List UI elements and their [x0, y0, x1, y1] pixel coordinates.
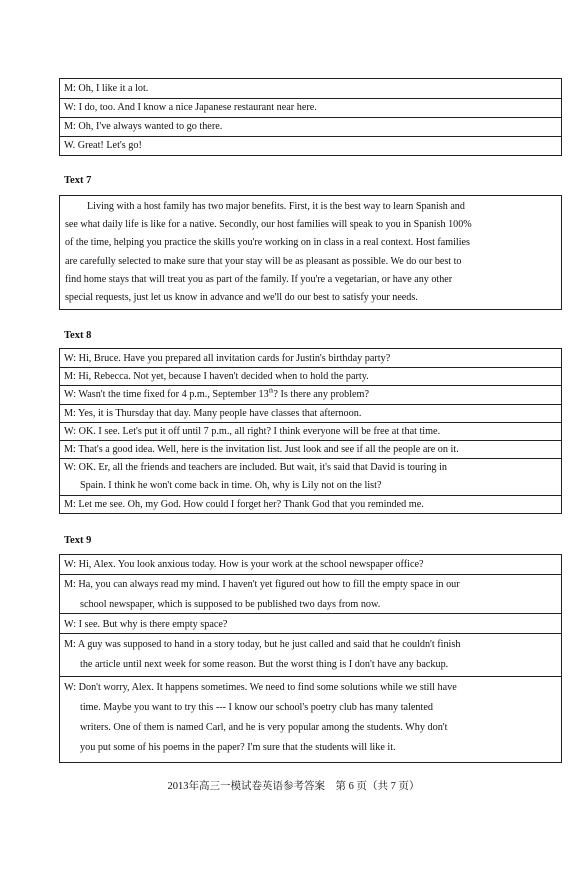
dialog-line-part: ? Is there any problem?	[273, 389, 369, 400]
dialog-line: the article until next week for some reason. But the worst thing is I don't have any backup.	[80, 659, 449, 670]
section-heading-text7: Text 7	[64, 175, 92, 186]
superscript-th: th	[268, 388, 274, 395]
dialog-line: M: Yes, it is Thursday that day. Many people have classes that afternoon.	[64, 408, 362, 419]
paragraph-line: are carefully selected to make sure that your stay will be as pleasant as possible. We do our best to	[65, 256, 462, 267]
dialog-line: M: Oh, I like it a lot.	[64, 83, 149, 94]
text8-box	[59, 348, 562, 514]
paragraph-line: of the time, helping you practice the skills you're working on in class in a real context. Host families	[65, 237, 470, 248]
divider	[60, 574, 561, 575]
text7-box	[59, 195, 562, 310]
dialog-line: W: Hi, Alex. You look anxious today. How is your work at the school newspaper office?	[64, 559, 424, 570]
dialog-line: W: I see. But why is there empty space?	[64, 619, 228, 630]
divider	[60, 676, 561, 677]
dialog-line: M: Let me see. Oh, my God. How could I forget her? Thank God that you reminded me.	[64, 499, 424, 510]
paragraph-line: special requests, just let us know in advance and we'll do our best to satisfy your needs.	[65, 292, 418, 303]
dialog-line: M: A guy was supposed to hand in a story today, but he just called and said that he couldn't finish	[64, 639, 461, 650]
dialog-box-top	[59, 78, 562, 156]
dialog-line: time. Maybe you want to try this --- I know our school's poetry club has many talented	[80, 702, 433, 713]
dialog-line: W: OK. Er, all the friends and teachers are included. But wait, it's said that David is touring in	[64, 462, 447, 473]
divider	[60, 633, 561, 634]
dialog-line: you put some of his poems in the paper? I'm sure that the students will like it.	[80, 742, 396, 753]
dialog-line: W: Hi, Bruce. Have you prepared all invitation cards for Justin's birthday party?	[64, 353, 391, 364]
paragraph-line: see what daily life is like for a native. Secondly, our host families will speak to you in Spanish 100%	[65, 219, 472, 230]
dialog-line: writers. One of them is named Carl, and he is very popular among the students. Why don't	[80, 722, 448, 733]
divider	[60, 613, 561, 614]
dialog-line: M: Oh, I've always wanted to go there.	[64, 121, 223, 132]
dialog-line: W: I do, too. And I know a nice Japanese restaurant near here.	[64, 102, 317, 113]
dialog-line: W: OK. I see. Let's put it off until 7 p.m., all right? I think everyone will be free at that time.	[64, 426, 441, 437]
dialog-line: school newspaper, which is supposed to be published two days from now.	[80, 599, 381, 610]
section-heading-text8: Text 8	[64, 330, 92, 341]
dialog-line-part: W: Wasn't the time fixed for 4 p.m., September 13	[64, 389, 269, 400]
dialog-line: W: Don't worry, Alex. It happens sometimes. We need to find some solutions while we still have	[64, 682, 457, 693]
dialog-line	[64, 386, 557, 403]
paragraph-line: find home stays that will treat you as part of the family. If you're a vegetarian, or have any other	[65, 274, 453, 285]
dialog-line: M: Hi, Rebecca. Not yet, because I haven't decided when to hold the party.	[64, 371, 369, 382]
dialog-line: M: Ha, you can always read my mind. I haven't yet figured out how to fill the empty space in our	[64, 579, 460, 590]
text9-box	[59, 554, 562, 763]
section-heading-text9: Text 9	[64, 535, 92, 546]
paragraph-line: Living with a host family has two major benefits. First, it is the best way to learn Spanish and	[87, 201, 465, 212]
text7-paragraph	[65, 197, 556, 309]
page-footer: 2013年高三一模试卷英语参考答案 第 6 页（共 7 页）	[167, 781, 420, 792]
dialog-line: W. Great! Let's go!	[64, 140, 142, 151]
dialog-line: Spain. I think he won't come back in time. Oh, why is Lily not on the list?	[80, 480, 382, 491]
dialog-line: M: That's a good idea. Well, here is the invitation list. Just look and see if all the people are on it.	[64, 444, 459, 455]
